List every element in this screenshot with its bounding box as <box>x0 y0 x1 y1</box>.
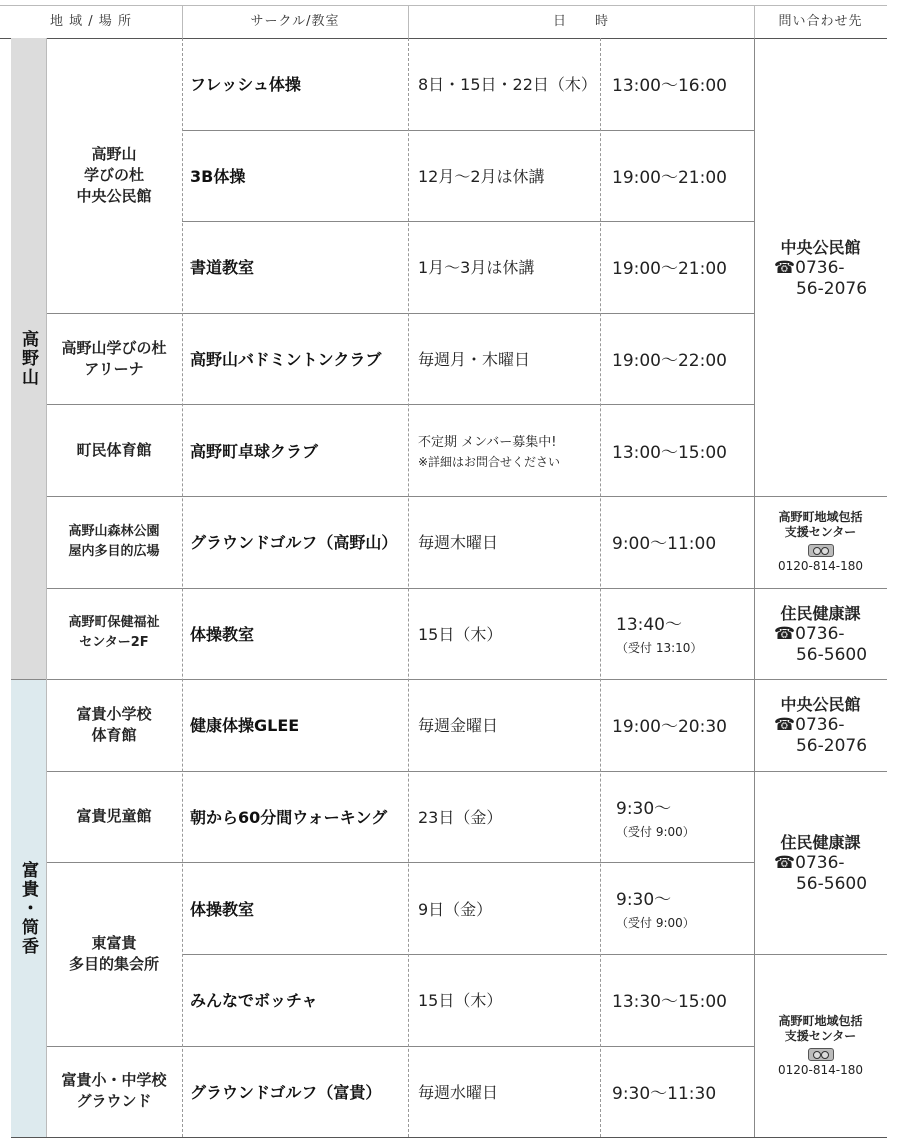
time-cell: 9:30〜11:30 <box>612 1083 717 1104</box>
free-dial-number: 0120-814-180 <box>777 1063 863 1078</box>
place-cell: 富貴小学校 体育館 <box>76 704 152 744</box>
row-rule <box>182 130 754 131</box>
row-rule <box>46 313 754 314</box>
time-cell: 9:00〜11:00 <box>612 534 717 555</box>
contact-cell[interactable] <box>754 954 887 1137</box>
row-rule <box>754 771 887 772</box>
time-cell: 19:00〜21:00 <box>612 259 727 280</box>
contact-cell[interactable] <box>754 588 887 680</box>
time-cell: 13:00〜15:00 <box>612 442 727 463</box>
circle-name[interactable]: フレッシュ体操 <box>190 75 301 95</box>
free-dial-icon <box>808 1048 834 1061</box>
contact-cell[interactable] <box>754 38 887 496</box>
free-dial-icon <box>808 544 834 557</box>
date-cell: 23日（金） <box>418 808 503 828</box>
header-circle: サークル/教室 <box>250 13 340 29</box>
time-main: 9:30〜 <box>616 798 672 819</box>
phone-number-suffix: 56-5600 <box>795 644 868 665</box>
date-cell: 毎週金曜日 <box>418 716 499 736</box>
header-datetime: 日 時 <box>552 13 609 29</box>
header-contact: 問い合わせ先 <box>778 13 863 29</box>
row-rule <box>754 1137 887 1138</box>
row-rule <box>46 404 754 405</box>
contact-name: 高野町地域包括 支援センター <box>778 510 863 540</box>
contact-phone <box>774 853 867 895</box>
place-cell: 東富貴 多目的集会所 <box>68 933 159 973</box>
date-cell <box>408 404 600 496</box>
header-divider <box>182 5 183 38</box>
row-rule <box>754 679 887 680</box>
row-rule <box>754 954 887 955</box>
place-cell: 高野町保健福祉 センター2F <box>68 615 160 651</box>
date-cell: 1月〜3月は休講 <box>418 258 535 278</box>
circle-name[interactable]: グラウンドゴルフ（高野山） <box>190 533 398 553</box>
time-cell: 19:00〜22:00 <box>612 351 727 372</box>
time-main: 9:30〜 <box>616 890 672 911</box>
row-rule <box>46 771 754 772</box>
region-label: 富貴・筒香 <box>18 860 38 956</box>
phone-number-suffix: 56-2076 <box>795 278 868 299</box>
contact-phone <box>774 624 867 666</box>
row-rule <box>11 1137 754 1138</box>
row-rule <box>754 496 887 497</box>
phone-number-suffix: 56-2076 <box>795 736 868 757</box>
contact-name: 住民健康課 <box>780 832 861 852</box>
date-cell: 毎週月・木曜日 <box>418 350 531 370</box>
time-cell: 13:30〜15:00 <box>612 992 727 1013</box>
time-main: 13:40〜 <box>616 615 682 636</box>
region-fuki-tsutsuga <box>11 679 46 1137</box>
time-cell <box>600 588 754 680</box>
col-divider-dashed <box>408 38 409 1137</box>
date-cell: 9日（金） <box>418 899 493 919</box>
date-cell: 15日（木） <box>418 991 503 1011</box>
contact-cell[interactable] <box>754 771 887 954</box>
circle-name[interactable]: 高野町卓球クラブ <box>190 441 319 461</box>
place-cell: 高野山 学びの杜 中央公民館 <box>76 144 152 205</box>
circle-name[interactable]: 体操教室 <box>190 899 255 919</box>
time-cell: 19:00〜21:00 <box>612 167 727 188</box>
contact-cell[interactable] <box>754 496 887 588</box>
row-rule <box>182 954 754 955</box>
date-note: ※詳細はお問合せください <box>418 454 561 469</box>
contact-name: 住民健康課 <box>780 603 861 623</box>
phone-icon-and-prefix: ☎0736- <box>773 257 845 278</box>
contact-name: 中央公民館 <box>780 237 861 257</box>
date-cell: 15日（木） <box>418 624 503 644</box>
contact-name: 中央公民館 <box>780 695 861 715</box>
date-main: 不定期 メンバー募集中! <box>418 434 557 450</box>
row-rule <box>754 588 887 589</box>
row-rule <box>46 588 754 589</box>
row-rule <box>182 221 754 222</box>
free-dial-number: 0120-814-180 <box>777 559 863 574</box>
phone-icon-and-prefix: ☎0736- <box>773 623 845 644</box>
time-cell <box>600 771 754 863</box>
circle-name[interactable]: 健康体操GLEE <box>190 716 300 736</box>
time-cell: 13:00〜16:00 <box>612 76 727 97</box>
date-cell: 12月〜2月は休講 <box>418 166 545 186</box>
circle-name[interactable]: 体操教室 <box>190 624 255 644</box>
col-divider-dashed <box>182 38 183 1137</box>
reception-time: （受付 13:10） <box>616 641 703 656</box>
reception-time: （受付 9:00） <box>616 916 695 931</box>
row-rule <box>46 862 754 863</box>
col-divider-dashed <box>600 38 601 1137</box>
reception-time: （受付 9:00） <box>616 824 695 839</box>
col-divider <box>46 38 47 1137</box>
header-divider <box>754 5 755 38</box>
row-rule <box>11 679 754 680</box>
circle-name[interactable]: 高野山バドミントンクラブ <box>190 350 382 370</box>
contact-name: 高野町地域包括 支援センター <box>778 1014 863 1044</box>
date-cell: 毎週水曜日 <box>418 1082 499 1102</box>
region-label: 高野山 <box>18 330 38 388</box>
region-koyasan <box>11 38 46 679</box>
time-cell <box>600 862 754 954</box>
place-cell: 町民体育館 <box>76 440 152 459</box>
contact-cell[interactable] <box>754 679 887 771</box>
col-divider <box>754 38 755 1137</box>
phone-icon-and-prefix: ☎0736- <box>773 852 845 873</box>
row-rule <box>46 496 754 497</box>
row-rule <box>46 1046 754 1047</box>
place-cell: 富貴小・中学校 グラウンド <box>61 1071 167 1111</box>
place-cell: 高野山森林公園 屋内多目的広場 <box>68 523 160 559</box>
circle-name[interactable]: グラウンドゴルフ（富貴） <box>190 1082 382 1102</box>
circle-name[interactable]: 3B体操 <box>190 166 246 186</box>
date-cell: 毎週木曜日 <box>418 533 499 553</box>
circle-name[interactable]: 朝から60分間ウォーキング <box>190 808 388 828</box>
header-divider <box>408 5 409 38</box>
time-cell: 19:00〜20:30 <box>612 717 727 738</box>
place-cell: 富貴児童館 <box>76 807 152 826</box>
contact-phone <box>774 258 867 300</box>
circle-name[interactable]: 書道教室 <box>190 258 255 278</box>
circle-name[interactable]: みんなでボッチャ <box>190 991 318 1011</box>
phone-number-suffix: 56-5600 <box>795 873 868 894</box>
place-cell: 高野山学びの杜 アリーナ <box>61 338 167 378</box>
date-cell: 8日・15日・22日（木） <box>418 75 597 95</box>
contact-phone <box>774 715 867 757</box>
phone-icon-and-prefix: ☎0736- <box>773 715 845 736</box>
header-area: 地 域 / 場 所 <box>50 13 132 29</box>
